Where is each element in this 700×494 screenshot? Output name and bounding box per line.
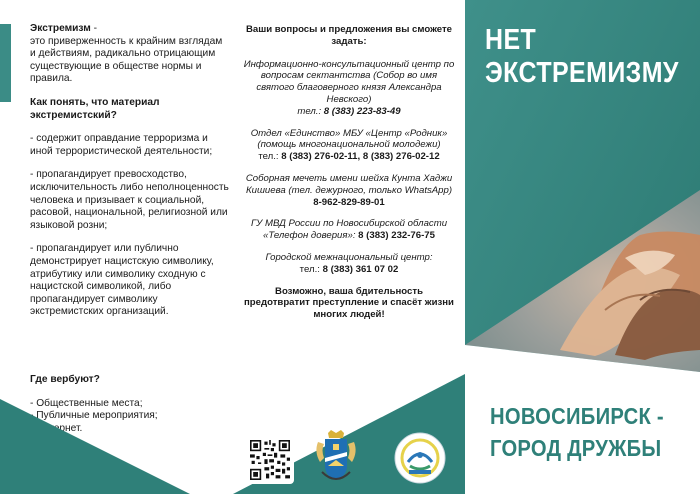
qr-code[interactable] (246, 436, 294, 484)
coat-of-arms (314, 430, 358, 486)
where-heading: Где вербуют? (30, 374, 100, 385)
definition-paragraph (30, 23, 230, 86)
where-item: - Публичные мероприятия; (30, 410, 158, 422)
contact-phone[interactable]: 8 (383) 223-83-49 (323, 105, 401, 117)
contact-phone[interactable]: 8 (383) 232-76-75 (358, 230, 435, 242)
criteria-item-3: - пропагандирует или публично демонстрирует нацистскую символику, атрибутику или символику сходную с нацистской символикой, либо пропагандирует символику экстремистских организаций. (30, 243, 214, 318)
definition-dash: - (90, 23, 98, 34)
contacts-section (241, 24, 457, 321)
contact-phone[interactable]: 8-962-829-89-01 (313, 196, 385, 208)
city-center-logo (394, 432, 446, 484)
definition-term: Экстремизм (30, 23, 91, 34)
contact-city-center (241, 252, 457, 276)
left-corner-decoration (0, 399, 190, 494)
contact-mosque (241, 173, 457, 208)
tel-label: тел.: (299, 263, 323, 275)
city-center-logo-icon (394, 432, 446, 484)
cover-title (485, 24, 679, 90)
contact-sect-center (241, 59, 457, 118)
contacts-title: Ваши вопросы и предложения вы сможете задать: (245, 24, 453, 47)
contact-org: ГУ МВД России по Новосибирской области «Телефон доверия»: (250, 218, 448, 242)
contact-org: Городской межнациональный центр: (265, 251, 433, 263)
cover-title-line2: ЭКСТРЕМИЗМУ (485, 57, 679, 89)
closing-message: Возможно, ваша бдительность предотвратит преступление и спасёт жизни многих людей! (244, 285, 454, 321)
coat-of-arms-icon (314, 430, 358, 486)
where-item: - Интернет. (30, 422, 83, 434)
contact-org: Отдел «Единство» МБУ «Центр «Родник» (помощь многонациональной молодежи) (250, 127, 448, 151)
contact-phone[interactable]: 8 (383) 276-02-11, 8 (383) 276-02-12 (281, 151, 440, 163)
contact-org: Информационно-консультационный центр по вопросам сектантства (Собор во имя святого благоверного князя Александра Невского) (243, 58, 455, 105)
tel-label: тел.: (258, 151, 282, 163)
how-heading: Как понять, что материал экстремистский? (30, 96, 160, 121)
definition-section (30, 23, 230, 330)
accent-bar (0, 24, 11, 102)
cover-slogan-line2: ГОРОД ДРУЖБЫ (490, 435, 662, 461)
qr-code-icon (250, 440, 290, 480)
middle-panel (233, 0, 465, 494)
contact-phone[interactable]: 8 (383) 361 07 02 (322, 263, 399, 275)
where-item: - Общественные места; (30, 397, 143, 409)
criteria-item-1: - содержит оправдание терроризма и иной террористической деятельности; (30, 133, 213, 157)
contact-edinstvo (241, 128, 457, 163)
contact-org: Соборная мечеть имени шейха Кунта Хаджи Кишиева (тел. дежурного, только WhatsApp) (245, 172, 453, 196)
contact-mvd (241, 218, 457, 242)
cover-slogan (490, 400, 688, 464)
definition-body: это приверженность к крайним взглядам и действиям, радикально отрицающим существующие в обществе нормы и правила. (30, 35, 223, 85)
criteria-item-2: - пропагандирует превосходство, исключительность либо неполноценность человека и призывает к социальной, расовой, национальной, религиозной или языковой розни; (30, 169, 229, 231)
cover-panel (465, 0, 700, 494)
left-panel (0, 0, 233, 494)
cover-slogan-line1: НОВОСИБИРСК - (490, 403, 664, 429)
cover-title-line1: НЕТ (485, 24, 537, 56)
tel-label: тел.: (297, 105, 324, 117)
